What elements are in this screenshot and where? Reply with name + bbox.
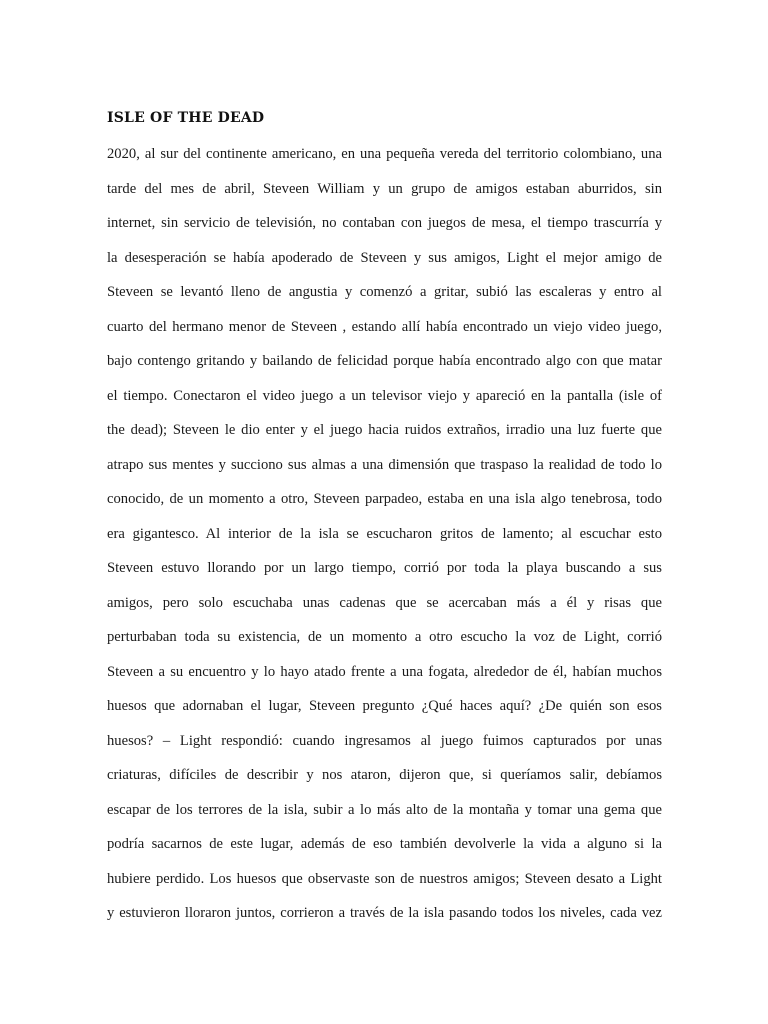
text-line: Steveen estuvo llorando por un largo tiempo, corrió por toda la playa buscando a sus [107, 560, 662, 576]
text-line: perturbaban toda su existencia, de un momento a otro escucho la voz de Light, corrió [107, 629, 662, 645]
text-line: Steveen a su encuentro y lo hayo atado frente a una fogata, alrededor de él, habían muchos [107, 663, 662, 680]
text-line: y estuvieron lloraron juntos, corrieron a través de la isla pasando todos los niveles, cada vez [107, 905, 662, 921]
text-line: escapar de los terrores de la isla, subir a lo más alto de la montaña y tomar una gema que [107, 801, 662, 818]
text-line: conocido, de un momento a otro, Steveen parpadeo, estaba en una isla algo tenebrosa, todo [107, 491, 662, 507]
text-line: cuarto del hermano menor de Steveen , estando allí había encontrado un viejo video juego, [107, 318, 662, 335]
text-line: Steveen se levantó lleno de angustia y comenzó a gritar, subió las escaleras y entro al [107, 284, 662, 300]
text-line: podría sacarnos de este lugar, además de eso también devolverle la vida a alguno si la [107, 836, 662, 852]
text-line: atrapo sus mentes y succiono sus almas a una dimensión que traspaso la realidad de todo lo [107, 456, 662, 473]
text-line: hubiere perdido. Los huesos que observaste son de nuestros amigos; Steveen desato a Light [107, 870, 662, 887]
text-line: bajo contengo gritando y bailando de felicidad porque había encontrado algo con que matar [107, 353, 662, 369]
text-line: criaturas, difíciles de describir y nos ataron, dijeron que, si queríamos salir, debíamos [107, 767, 662, 783]
text-line: huesos? – Light respondió: cuando ingresamos al juego fuimos capturados por unas [107, 732, 662, 749]
document-body [107, 142, 662, 936]
text-line: era gigantesco. Al interior de la isla se escucharon gritos de lamento; al escuchar esto [107, 525, 662, 542]
text-line: el tiempo. Conectaron el video juego a un televisor viejo y apareció en la pantalla (isle of [107, 387, 662, 404]
text-line: internet, sin servicio de televisión, no contaban con juegos de mesa, el tiempo trascurría y [107, 215, 662, 231]
text-line: the dead); Steveen le dio enter y el juego hacia ruidos extraños, irradio una luz fuerte que [107, 422, 662, 438]
text-line: tarde del mes de abril, Steveen William y un grupo de amigos estaban aburridos, sin [107, 180, 662, 197]
text-line: la desesperación se había apoderado de Steveen y sus amigos, Light el mejor amigo de [107, 249, 662, 266]
document-title: ISLE OF THE DEAD [107, 110, 265, 126]
text-line: 2020, al sur del continente americano, en una pequeña vereda del territorio colombiano, una [107, 146, 662, 162]
text-line: huesos que adornaban el lugar, Steveen pregunto ¿Qué haces aquí? ¿De quién son esos [107, 698, 662, 714]
text-line: amigos, pero solo escuchaba unas cadenas que se acercaban más a él y risas que [107, 594, 662, 611]
